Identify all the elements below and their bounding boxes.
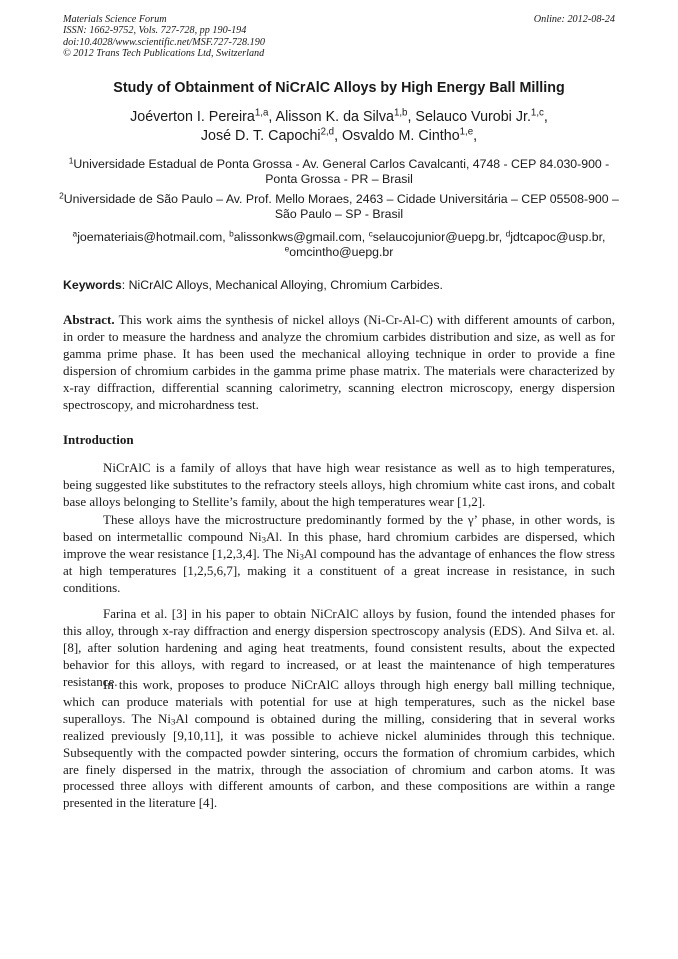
doi-line: doi:10.4028/www.scientific.net/MSF.727-728.190 xyxy=(63,36,265,48)
author-sup: 1,a xyxy=(254,107,269,119)
subscript: 3 xyxy=(261,534,267,545)
affiliation-sup: 2 xyxy=(59,190,64,201)
paragraph-text: In this work, proposes to produce NiCrAlC alloys through high energy ball milling technique, which can produce materials with potential for use at high temperatures, such as the nickel base superalloys. The Ni xyxy=(63,677,615,726)
intro-paragraph-1: NiCrAlC is a family of alloys that have high wear resistance as well as to high temperatures, being suggested like substitutes to the refractory steels alloys, high chromium white cast irons, and cobalt base alloys belonging to Stellite’s family, about the high temperatures wear [1,2]. xyxy=(63,460,615,509)
author-separator: , xyxy=(268,109,276,125)
affiliation-text: Universidade Estadual de Ponta Grossa - Av. General Carlos Cavalcanti, 4748 - CEP 84.030-900 - Ponta Grossa - PR – Brasil xyxy=(73,157,610,187)
affiliation-sup: 1 xyxy=(68,155,74,166)
paragraph-text: These alloys have the microstructure predominantly formed by the γ’ phase, in other words, is based on intermetallic compound Ni xyxy=(63,512,615,544)
intro-paragraph-2 xyxy=(63,512,615,597)
author-name: José D. T. Capochi xyxy=(200,128,321,144)
intro-paragraph-3: Farina et al. [3] in his paper to obtain NiCrAlC alloys by fusion, found the intended phases for this alloy, through x-ray diffraction and energy dispersion spectroscopy analysis (EDS). And Silva et. al. [8], after solution hardening and aging heat treatments, found consistent results, about the expected behavior for this alloys, with regard to increased, or at least the maintenance of high temperatures resistance. xyxy=(63,606,615,689)
email-list xyxy=(56,230,622,261)
email-sup: b xyxy=(229,228,234,239)
author-separator: , xyxy=(334,128,343,144)
paper-title: Study of Obtainment of NiCrAlC Alloys by High Energy Ball Milling xyxy=(113,80,565,96)
author-name: Selauco Vurobi Jr. xyxy=(415,109,531,125)
email-address: jdtcapoc@usp.br, xyxy=(510,230,606,244)
affiliation-text: Universidade de São Paulo – Av. Prof. Mello Moraes, 2463 – Cidade Universitária – CEP 05508-900 – São Paulo – SP - Brasil xyxy=(63,192,619,222)
intro-paragraph-4 xyxy=(63,677,615,812)
abstract xyxy=(63,312,615,413)
email-address: alissonkws@gmail.com, xyxy=(233,230,369,244)
subscript: 3 xyxy=(299,551,304,562)
email-address: selaucojunior@uepg.br, xyxy=(372,230,506,244)
paragraph-text: Al compound has the advantage of enhances the flow stress at high temperatures [1,2,5,6,7], making it a constituent of a great increase in resistance, in such conditions. xyxy=(63,545,615,595)
keywords-label: Keywords xyxy=(63,278,122,292)
author-list xyxy=(40,108,638,146)
section-heading-introduction: Introduction xyxy=(63,432,134,447)
affiliation-1 xyxy=(56,157,622,188)
email-sup: d xyxy=(505,228,511,239)
author-sup: 2,d xyxy=(320,126,335,138)
journal-header xyxy=(63,14,615,60)
author-sup: 1,b xyxy=(393,107,408,119)
author-separator: , xyxy=(473,128,478,144)
online-date: Online: 2012-08-24 xyxy=(533,14,615,25)
author-separator: , xyxy=(543,109,548,125)
keywords xyxy=(63,278,623,292)
author-name: Joéverton I. Pereira xyxy=(130,109,255,125)
author-sup: 1,c xyxy=(530,107,544,119)
author-separator: , xyxy=(407,109,416,125)
author-sup: 1,e xyxy=(459,126,474,138)
author-name: Alisson K. da Silva xyxy=(275,109,394,125)
affiliation-2 xyxy=(56,192,622,223)
keywords-text: : NiCrAlC Alloys, Mechanical Alloying, Chromium Carbides. xyxy=(121,278,443,292)
abstract-text: This work aims the synthesis of nickel alloys (Ni-Cr-Al-C) with different amounts of carbon, in order to measure the hardness and analyze the chromium carbides distribution and size, as well as for gamma prime phase. It has been used the mechanical alloying technique in order to provide a fine dispersion of chromium carbides in the gamma prime phase matrix. The materials were characterized by x-ray diffraction, differential scanning calorimetry, scanning electron microscopy, energy dispersion spectroscopy, and microhardness test. xyxy=(63,312,615,412)
email-sup: a xyxy=(72,228,78,239)
subscript: 3 xyxy=(170,716,176,727)
email-address: omcintho@uepg.br xyxy=(289,245,394,260)
journal-name: Materials Science Forum xyxy=(63,14,167,25)
issn-line: ISSN: 1662-9752, Vols. 727-728, pp 190-194 xyxy=(63,25,247,37)
copyright-line: © 2012 Trans Tech Publications Ltd, Switzerland xyxy=(63,48,265,60)
abstract-label: Abstract. xyxy=(63,312,115,327)
email-address: joemateriais@hotmail.com, xyxy=(77,230,230,244)
paragraph-text: Al. In this phase, hard chromium carbides are dispersed, which improve the wear resistance [1,2,3,4]. The Ni xyxy=(63,528,615,561)
author-name: Osvaldo M. Cintho xyxy=(342,128,460,144)
paragraph-text: Al compound is obtained during the milling, considering that in several works realized previously [9,10,11], it was possible to achieve nickel aluminides through this technique. Subsequently with the compacted powder sintering, occurs the formation of chromium carbides, which are finely dispersed in the matrix, through the association of chromium and carbon atoms. It was processed three alloys with different amounts of carbon, and these compositions are within a range presented in the literature [4]. xyxy=(63,710,615,811)
email-sup: e xyxy=(284,243,290,254)
email-sup: c xyxy=(368,228,373,239)
